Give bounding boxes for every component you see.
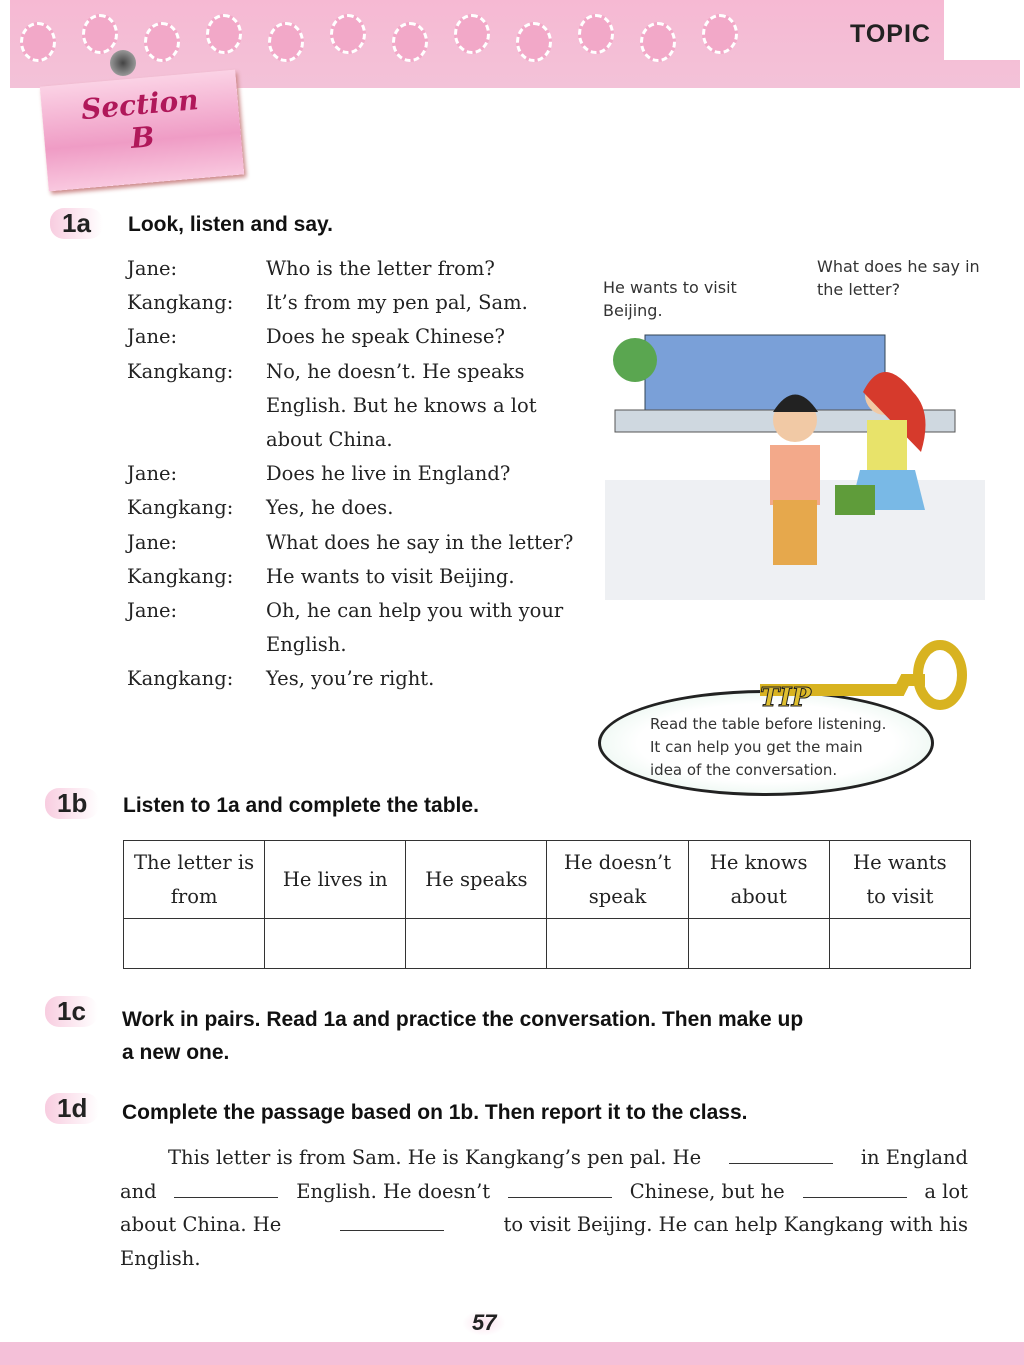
decorative-ring xyxy=(206,14,242,54)
answer-blank[interactable] xyxy=(340,1214,444,1231)
passage-line xyxy=(120,1247,201,1270)
speech-bubble-boy xyxy=(603,276,737,322)
header-line: He knows xyxy=(709,850,808,874)
tip-line: It can help you get the main xyxy=(650,738,863,756)
table-header-cell xyxy=(688,841,829,919)
dialogue-line: English. xyxy=(266,633,347,657)
heading-line: a new one. xyxy=(122,1041,230,1064)
passage-line xyxy=(168,1146,968,1169)
topic-label: TOPIC xyxy=(850,20,931,48)
passage-line xyxy=(120,1180,968,1203)
decorative-ring xyxy=(640,22,676,62)
header-line: He lives in xyxy=(282,867,388,891)
header-line: speak xyxy=(588,884,647,908)
header-line: He speaks xyxy=(425,867,528,891)
answer-cell[interactable] xyxy=(829,919,970,969)
passage-text: English. He doesn’t xyxy=(296,1179,491,1203)
speech-bubble-girl xyxy=(817,255,980,301)
dialogue-line: What does he say in the letter? xyxy=(266,530,574,554)
exercise-number-1d: 1d xyxy=(45,1093,99,1124)
passage-text: This letter is from Sam. He is Kangkang’s pen pal. He xyxy=(168,1146,702,1169)
answer-blank[interactable] xyxy=(729,1147,833,1164)
decorative-ring xyxy=(516,22,552,62)
answer-blank[interactable] xyxy=(508,1181,612,1198)
passage-text: in England xyxy=(860,1146,968,1169)
decorative-ring xyxy=(702,14,738,54)
header-line: He wants xyxy=(853,850,947,874)
passage-text: and xyxy=(120,1179,157,1203)
dialogue-line: Who is the letter from? xyxy=(266,257,495,280)
passage-line xyxy=(120,1213,968,1236)
section-sign-word: Section xyxy=(79,83,200,127)
speaker-label: Kangkang: xyxy=(127,496,234,520)
speaker-label: Kangkang: xyxy=(127,667,234,691)
dialogue-line: It’s from my pen pal, Sam. xyxy=(266,291,528,315)
answer-cell[interactable] xyxy=(406,919,547,969)
tip-line: Read the table before listening. xyxy=(650,715,887,733)
speaker-label: Jane: xyxy=(127,462,178,486)
answer-cell[interactable] xyxy=(265,919,406,969)
speaker-label: Jane: xyxy=(127,257,178,280)
decorative-ring xyxy=(330,14,366,54)
heading-line: Work in pairs. Read 1a and practice the conversation. Then make up xyxy=(122,1008,804,1031)
header-line: from xyxy=(170,884,218,908)
dialogue-line: Oh, he can help you with your xyxy=(266,599,564,622)
bottom-banner xyxy=(0,1342,1024,1365)
table-header-cell xyxy=(829,841,970,919)
table-header-cell xyxy=(124,841,265,919)
dialogue-line: about China. xyxy=(266,428,393,451)
answer-blank[interactable] xyxy=(174,1181,278,1198)
table-header-row xyxy=(124,841,971,919)
dialogue-line: Yes, you’re right. xyxy=(266,667,435,691)
table-header-cell xyxy=(265,841,406,919)
heading-1b: Listen to 1a and complete the table. xyxy=(123,794,479,817)
header-line: about xyxy=(730,884,787,908)
speaker-label: Kangkang: xyxy=(127,359,234,383)
speaker-label: Jane: xyxy=(127,325,178,349)
tip-line: idea of the conversation. xyxy=(650,761,838,779)
heading-1a: Look, listen and say. xyxy=(128,213,333,236)
bubble-line: What does he say in xyxy=(817,257,980,276)
answer-cell[interactable] xyxy=(688,919,829,969)
answer-cell[interactable] xyxy=(547,919,688,969)
tip-label: TIP xyxy=(760,683,812,713)
answer-cell[interactable] xyxy=(124,919,265,969)
speaker-label: Jane: xyxy=(127,599,178,622)
speaker-label: Kangkang: xyxy=(127,564,234,588)
decorative-ring xyxy=(392,22,428,62)
dialogue-line: Does he speak Chinese? xyxy=(266,325,505,349)
decorative-ring xyxy=(144,22,180,62)
heading-1c xyxy=(122,1003,972,1069)
dialogue-line: No, he doesn’t. He speaks xyxy=(266,359,525,383)
exercise-number-1b: 1b xyxy=(45,788,99,819)
speaker-label: Kangkang: xyxy=(127,291,234,315)
tip-text xyxy=(650,713,886,782)
passage-text: English. xyxy=(120,1246,201,1270)
passage-text: a lot xyxy=(924,1179,968,1203)
bubble-line: He wants to visit xyxy=(603,278,737,297)
dialogue-line: Does he live in England? xyxy=(266,462,511,486)
passage-text: about China. He xyxy=(120,1213,282,1236)
exercise-number-1c: 1c xyxy=(45,996,98,1027)
decorative-ring xyxy=(20,22,56,62)
answer-blank[interactable] xyxy=(803,1181,907,1198)
exercise-number-1a: 1a xyxy=(50,208,103,239)
table-answer-row xyxy=(124,919,971,969)
decorative-ring xyxy=(454,14,490,54)
header-line: The letter is xyxy=(134,850,255,874)
header-line: to visit xyxy=(866,884,934,908)
children-reading-letter-illustration xyxy=(605,300,985,600)
pin-icon xyxy=(110,50,136,76)
page-number: 57 xyxy=(462,1310,506,1336)
dialogue-line: He wants to visit Beijing. xyxy=(266,564,515,588)
decorative-ring xyxy=(268,22,304,62)
section-sign xyxy=(40,70,244,192)
bubble-line: Beijing. xyxy=(603,301,663,320)
passage-text: Chinese, but he xyxy=(629,1179,785,1203)
dialogue-line: Yes, he does. xyxy=(266,496,394,520)
decorative-ring xyxy=(82,14,118,54)
table-header-cell xyxy=(406,841,547,919)
section-sign-letter: B xyxy=(129,120,156,155)
speaker-label: Jane: xyxy=(127,530,178,554)
illustration xyxy=(605,300,985,600)
listening-table xyxy=(123,840,971,969)
topic-box xyxy=(944,0,1024,60)
bubble-line: the letter? xyxy=(817,280,901,299)
passage-text: to visit Beijing. He can help Kangkang with his xyxy=(503,1213,968,1236)
heading-1d: Complete the passage based on 1b. Then report it to the class. xyxy=(122,1101,748,1124)
table-header-cell xyxy=(547,841,688,919)
dialogue-line: English. But he knows a lot xyxy=(266,393,537,417)
header-line: He doesn’t xyxy=(563,850,672,874)
decorative-ring xyxy=(578,14,614,54)
